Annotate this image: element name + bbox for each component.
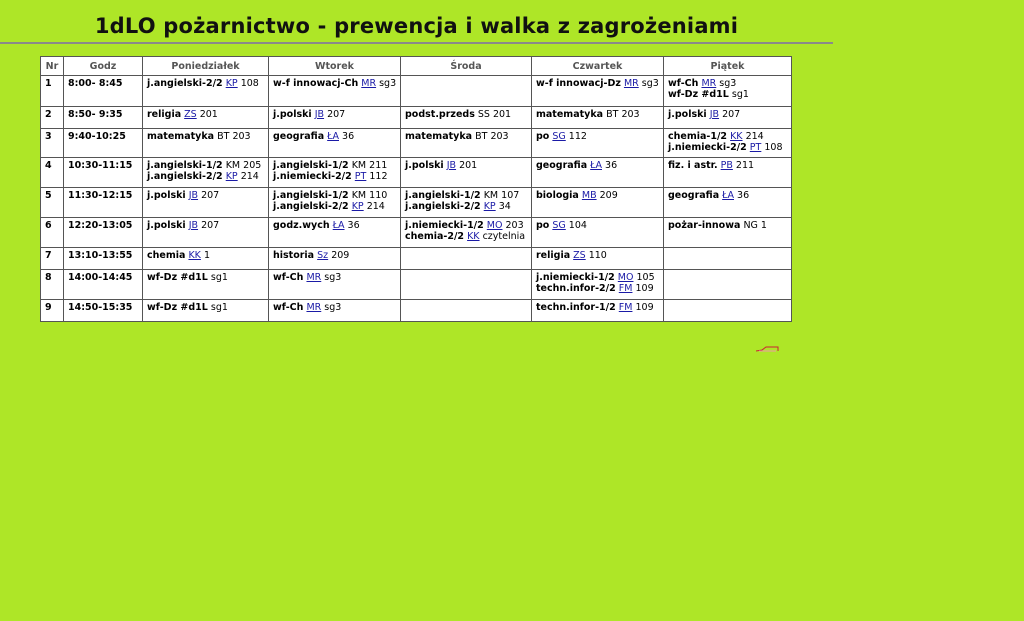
teacher-link[interactable]: SG [552, 220, 566, 231]
room-label: sg3 [324, 272, 342, 283]
subject-name: j.niemiecki-1/2 [536, 272, 615, 283]
lesson-entry [273, 78, 396, 89]
cell-friday [664, 248, 792, 270]
room-label: 108 [240, 78, 259, 89]
teacher-link[interactable]: JB [188, 190, 199, 201]
lesson-time: 11:30-12:15 [64, 188, 143, 218]
lesson-entry [147, 220, 264, 231]
subject-name: j.angielski-1/2 [405, 190, 481, 201]
lesson-entry [668, 109, 787, 120]
subject-name: techn.infor-2/2 [536, 283, 616, 294]
room-label: sg3 [719, 78, 737, 89]
subject-name: techn.infor-1/2 [536, 302, 616, 313]
room-label: BT 203 [217, 131, 251, 142]
lesson-entry [147, 272, 264, 283]
cell-monday [143, 248, 269, 270]
lesson-number: 7 [41, 248, 64, 270]
cell-wednesday [401, 218, 532, 248]
room-label: 36 [347, 220, 360, 231]
header-monday: Poniedziałek [143, 57, 269, 76]
teacher-link[interactable]: JB [314, 109, 325, 120]
cell-monday [143, 300, 269, 322]
room-label: 214 [745, 131, 764, 142]
room-label: sg1 [210, 302, 228, 313]
subject-name: j.polski [668, 109, 707, 120]
room-label: KM 205 [225, 160, 262, 171]
timetable-body [41, 76, 792, 322]
cell-thursday [532, 107, 664, 129]
cell-tuesday [269, 248, 401, 270]
lesson-entry [668, 142, 787, 153]
subject-name: j.niemiecki-1/2 [405, 220, 484, 231]
cell-tuesday [269, 300, 401, 322]
page-title: 1dLO pożarnictwo - prewencja i walka z zagrożeniami [94, 14, 739, 38]
room-label: 110 [588, 250, 607, 261]
cell-wednesday [401, 270, 532, 300]
title-divider [0, 42, 833, 44]
room-label: 207 [201, 190, 220, 201]
lesson-entry [405, 131, 527, 142]
lesson-entry [536, 131, 659, 142]
teacher-link[interactable]: MR [306, 272, 322, 283]
lesson-entry [147, 190, 264, 201]
table-row [41, 129, 792, 158]
lesson-entry [405, 109, 527, 120]
teacher-link[interactable]: Sz [317, 250, 329, 261]
room-label: 36 [342, 131, 355, 142]
room-label: BT 203 [606, 109, 640, 120]
room-label: KM 110 [351, 190, 388, 201]
teacher-link[interactable]: JB [188, 220, 199, 231]
cell-wednesday [401, 248, 532, 270]
lesson-entry [147, 250, 264, 261]
subject-name: w-f innowacj-Dz [536, 78, 621, 89]
subject-name: geografia [668, 190, 720, 201]
teacher-link[interactable]: MR [701, 78, 717, 89]
subject-name: j.polski [147, 190, 186, 201]
lesson-entry [405, 160, 527, 171]
cell-monday [143, 107, 269, 129]
table-row [41, 76, 792, 107]
lesson-entry [668, 89, 787, 100]
lesson-entry [273, 171, 396, 182]
subject-name: chemia-2/2 [405, 231, 465, 242]
lesson-entry [668, 190, 787, 201]
room-label: 109 [635, 283, 654, 294]
cell-wednesday [401, 188, 532, 218]
teacher-link[interactable]: PT [749, 142, 762, 153]
lesson-entry [405, 231, 527, 242]
teacher-link[interactable]: ZS [184, 109, 197, 120]
cell-friday [664, 107, 792, 129]
lesson-time: 14:50-15:35 [64, 300, 143, 322]
table-row [41, 300, 792, 322]
room-label: 209 [331, 250, 350, 261]
subject-name: biologia [536, 190, 579, 201]
room-label: 36 [737, 190, 750, 201]
lesson-entry [405, 201, 527, 212]
teacher-link[interactable]: MB [581, 190, 597, 201]
cell-wednesday [401, 300, 532, 322]
table-row [41, 248, 792, 270]
subject-name: chemia [147, 250, 186, 261]
lesson-time: 8:00- 8:45 [64, 76, 143, 107]
teacher-link[interactable]: MO [486, 220, 503, 231]
cell-tuesday [269, 107, 401, 129]
room-label: 112 [369, 171, 388, 182]
lesson-entry [273, 131, 396, 142]
room-label: 1 [203, 250, 210, 261]
room-label: 201 [199, 109, 218, 120]
cell-friday [664, 188, 792, 218]
lesson-number: 8 [41, 270, 64, 300]
lesson-entry [536, 160, 659, 171]
subject-name: j.niemiecki-2/2 [668, 142, 747, 153]
lesson-entry [536, 302, 659, 313]
teacher-link[interactable]: PT [354, 171, 367, 182]
header-tuesday: Wtorek [269, 57, 401, 76]
teacher-link[interactable]: KK [730, 131, 743, 142]
lesson-entry [147, 131, 264, 142]
room-label: 112 [568, 131, 587, 142]
teacher-link[interactable]: ZS [573, 250, 586, 261]
lesson-entry [536, 250, 659, 261]
cell-monday [143, 270, 269, 300]
lesson-number: 1 [41, 76, 64, 107]
subject-name: matematyka [536, 109, 604, 120]
lesson-entry [273, 250, 396, 261]
header-godz: Godz [64, 57, 143, 76]
subject-name: chemia-1/2 [668, 131, 728, 142]
cell-friday [664, 158, 792, 188]
cell-thursday [532, 76, 664, 107]
cell-tuesday [269, 158, 401, 188]
lesson-entry [147, 302, 264, 313]
cell-thursday [532, 300, 664, 322]
lesson-entry [273, 160, 396, 171]
table-row [41, 107, 792, 129]
lesson-entry [147, 78, 264, 89]
lesson-entry [668, 78, 787, 89]
lesson-entry [536, 220, 659, 231]
cell-thursday [532, 248, 664, 270]
lesson-time: 12:20-13:05 [64, 218, 143, 248]
subject-name: j.angielski-1/2 [273, 190, 349, 201]
subject-name: j.angielski-2/2 [147, 78, 223, 89]
header-nr: Nr [41, 57, 64, 76]
room-label: 207 [201, 220, 220, 231]
room-label: 207 [722, 109, 741, 120]
lesson-time: 9:40-10:25 [64, 129, 143, 158]
teacher-link[interactable]: SG [552, 131, 566, 142]
teacher-link[interactable]: MO [617, 272, 634, 283]
lesson-entry [147, 160, 264, 171]
subject-name: j.polski [273, 109, 312, 120]
table-row [41, 218, 792, 248]
room-label: 36 [605, 160, 618, 171]
cell-friday [664, 270, 792, 300]
cell-thursday [532, 158, 664, 188]
room-label: sg3 [379, 78, 397, 89]
cell-tuesday [269, 76, 401, 107]
room-label: 34 [498, 201, 511, 212]
table-row [41, 188, 792, 218]
lesson-entry [536, 272, 659, 283]
lesson-number: 3 [41, 129, 64, 158]
subject-name: historia [273, 250, 315, 261]
timetable-header-row [41, 57, 792, 76]
cell-friday [664, 218, 792, 248]
lesson-time: 10:30-11:15 [64, 158, 143, 188]
teacher-link[interactable]: KK [188, 250, 201, 261]
subject-name: wf-Ch [668, 78, 699, 89]
subject-name: matematyka [147, 131, 215, 142]
cell-monday [143, 188, 269, 218]
cell-thursday [532, 218, 664, 248]
subject-name: j.angielski-1/2 [273, 160, 349, 171]
cell-monday [143, 129, 269, 158]
cell-thursday [532, 188, 664, 218]
room-label: 207 [327, 109, 346, 120]
subject-name: religia [536, 250, 571, 261]
lesson-number: 5 [41, 188, 64, 218]
teacher-link[interactable]: ŁA [332, 220, 345, 231]
subject-name: fiz. i astr. [668, 160, 718, 171]
subject-name: religia [147, 109, 182, 120]
lesson-entry [147, 171, 264, 182]
cell-wednesday [401, 76, 532, 107]
lesson-entry [536, 283, 659, 294]
teacher-link[interactable]: KP [225, 171, 238, 182]
subject-name: j.niemiecki-2/2 [273, 171, 352, 182]
cell-wednesday [401, 158, 532, 188]
teacher-link[interactable]: KP [225, 78, 238, 89]
cell-thursday [532, 129, 664, 158]
cell-wednesday [401, 107, 532, 129]
cell-friday [664, 129, 792, 158]
subject-name: j.angielski-2/2 [405, 201, 481, 212]
subject-name: wf-Dz #d1L [147, 302, 208, 313]
room-label: 108 [764, 142, 783, 153]
lesson-entry [668, 131, 787, 142]
lesson-entry [536, 78, 659, 89]
teacher-link[interactable]: MR [361, 78, 377, 89]
teacher-link[interactable]: PB [720, 160, 733, 171]
lesson-entry [273, 302, 396, 313]
subject-name: j.angielski-1/2 [147, 160, 223, 171]
room-label: 214 [366, 201, 385, 212]
lesson-entry [668, 220, 787, 231]
room-label: 201 [459, 160, 478, 171]
cell-monday [143, 158, 269, 188]
header-wednesday: Środa [401, 57, 532, 76]
lesson-entry [147, 109, 264, 120]
lesson-entry [273, 190, 396, 201]
room-label: 203 [505, 220, 524, 231]
subject-name: po [536, 220, 550, 231]
cell-tuesday [269, 129, 401, 158]
teacher-link[interactable]: ŁA [590, 160, 602, 171]
room-label: 104 [568, 220, 587, 231]
teacher-link[interactable]: KP [483, 201, 496, 212]
lesson-time: 13:10-13:55 [64, 248, 143, 270]
room-label: KM 107 [483, 190, 520, 201]
header-thursday: Czwartek [532, 57, 664, 76]
lesson-entry [273, 109, 396, 120]
decorative-mark [756, 346, 780, 352]
subject-name: wf-Ch [273, 272, 304, 283]
subject-name: geografia [273, 131, 325, 142]
cell-wednesday [401, 129, 532, 158]
teacher-link[interactable]: FM [618, 302, 633, 313]
room-label: sg3 [641, 78, 659, 89]
cell-monday [143, 76, 269, 107]
room-label: KM 211 [351, 160, 388, 171]
lesson-entry [273, 272, 396, 283]
room-label: NG 1 [743, 220, 767, 231]
cell-monday [143, 218, 269, 248]
cell-tuesday [269, 270, 401, 300]
room-label: 211 [735, 160, 755, 171]
subject-name: geografia [536, 160, 588, 171]
subject-name: j.angielski-2/2 [273, 201, 349, 212]
room-label: SS 201 [477, 109, 512, 120]
lesson-number: 6 [41, 218, 64, 248]
lesson-number: 4 [41, 158, 64, 188]
subject-name: wf-Ch [273, 302, 304, 313]
cell-friday [664, 300, 792, 322]
header-friday: Piątek [664, 57, 792, 76]
subject-name: godz.wych [273, 220, 330, 231]
teacher-link[interactable]: MR [306, 302, 322, 313]
subject-name: wf-Dz #d1L [147, 272, 208, 283]
timetable [40, 56, 792, 322]
lesson-number: 2 [41, 107, 64, 129]
cell-thursday [532, 270, 664, 300]
room-label: sg1 [731, 89, 749, 100]
subject-name: matematyka [405, 131, 473, 142]
room-label: BT 203 [475, 131, 509, 142]
cell-tuesday [269, 218, 401, 248]
room-label: 105 [636, 272, 655, 283]
room-label: czytelnia [482, 231, 526, 242]
cell-friday [664, 76, 792, 107]
lesson-entry [273, 201, 396, 212]
room-label: sg1 [210, 272, 228, 283]
teacher-link[interactable]: KK [467, 231, 480, 242]
lesson-entry [405, 220, 527, 231]
table-row [41, 270, 792, 300]
subject-name: po [536, 131, 550, 142]
lesson-entry [536, 190, 659, 201]
teacher-link[interactable]: ŁA [327, 131, 339, 142]
teacher-link[interactable]: FM [618, 283, 633, 294]
subject-name: j.polski [147, 220, 186, 231]
room-label: 109 [635, 302, 654, 313]
teacher-link[interactable]: MR [623, 78, 639, 89]
teacher-link[interactable]: JB [709, 109, 720, 120]
lesson-entry [668, 160, 787, 171]
subject-name: j.angielski-2/2 [147, 171, 223, 182]
teacher-link[interactable]: ŁA [722, 190, 734, 201]
teacher-link[interactable]: KP [351, 201, 364, 212]
table-row [41, 158, 792, 188]
lesson-entry [273, 220, 396, 231]
lesson-entry [405, 190, 527, 201]
room-label: 214 [240, 171, 259, 182]
teacher-link[interactable]: JB [446, 160, 457, 171]
lesson-entry [536, 109, 659, 120]
lesson-time: 14:00-14:45 [64, 270, 143, 300]
room-label: sg3 [324, 302, 342, 313]
room-label: 209 [599, 190, 618, 201]
subject-name: wf-Dz #d1L [668, 89, 729, 100]
subject-name: pożar-innowa [668, 220, 741, 231]
subject-name: w-f innowacj-Ch [273, 78, 359, 89]
lesson-number: 9 [41, 300, 64, 322]
subject-name: j.polski [405, 160, 444, 171]
lesson-time: 8:50- 9:35 [64, 107, 143, 129]
subject-name: podst.przeds [405, 109, 475, 120]
cell-tuesday [269, 188, 401, 218]
